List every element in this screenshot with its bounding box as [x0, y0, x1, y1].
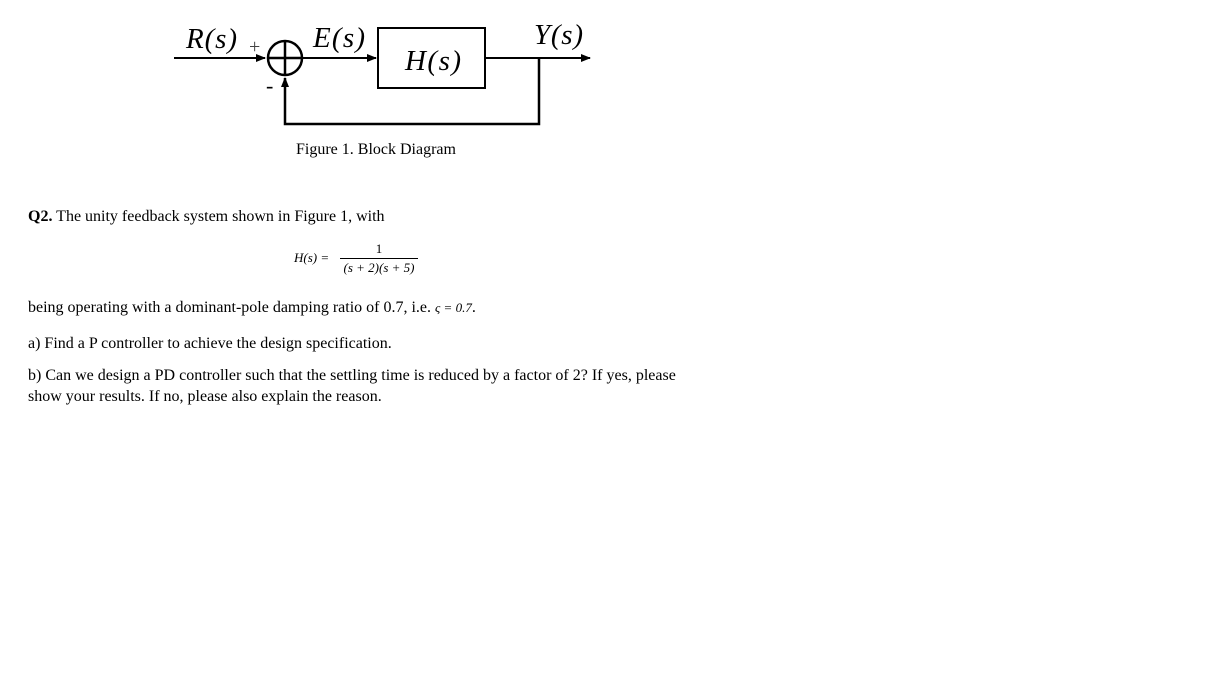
output-label: Y(s) — [534, 19, 583, 51]
question-number: Q2. — [28, 208, 53, 225]
equation-lhs: H(s) = — [294, 250, 330, 265]
part-a: a) Find a P controller to achieve the design specification. — [28, 335, 392, 352]
error-label: E(s) — [313, 22, 365, 54]
block-diagram — [0, 0, 620, 135]
fraction-bar — [340, 258, 418, 259]
plus-sign: + — [249, 36, 261, 58]
minus-sign: - — [266, 73, 274, 98]
question-intro-text: The unity feedback system shown in Figure 1, with — [52, 208, 385, 225]
part-b-line2: show your results. If no, please also explain the reason. — [28, 388, 382, 405]
part-b-line1: b) Can we design a PD controller such that the settling time is reduced by a factor of 2? If yes, please — [28, 367, 676, 384]
input-label: R(s) — [186, 23, 237, 55]
damping-ratio-text: being operating with a dominant-pole damping ratio of 0.7, i.e. — [28, 299, 436, 316]
summing-junction — [268, 41, 302, 75]
equation-fraction — [340, 242, 418, 275]
damping-ratio-end: . — [471, 299, 476, 316]
damping-ratio-math: ς = 0.7 — [435, 300, 472, 315]
equation-denominator: (s + 2)(s + 5) — [343, 260, 415, 275]
equation-numerator: 1 — [375, 241, 383, 256]
block-label: H(s) — [405, 45, 461, 77]
question-intro — [28, 206, 385, 227]
damping-ratio-line — [28, 297, 476, 318]
figure-caption: Figure 1. Block Diagram — [296, 141, 456, 158]
